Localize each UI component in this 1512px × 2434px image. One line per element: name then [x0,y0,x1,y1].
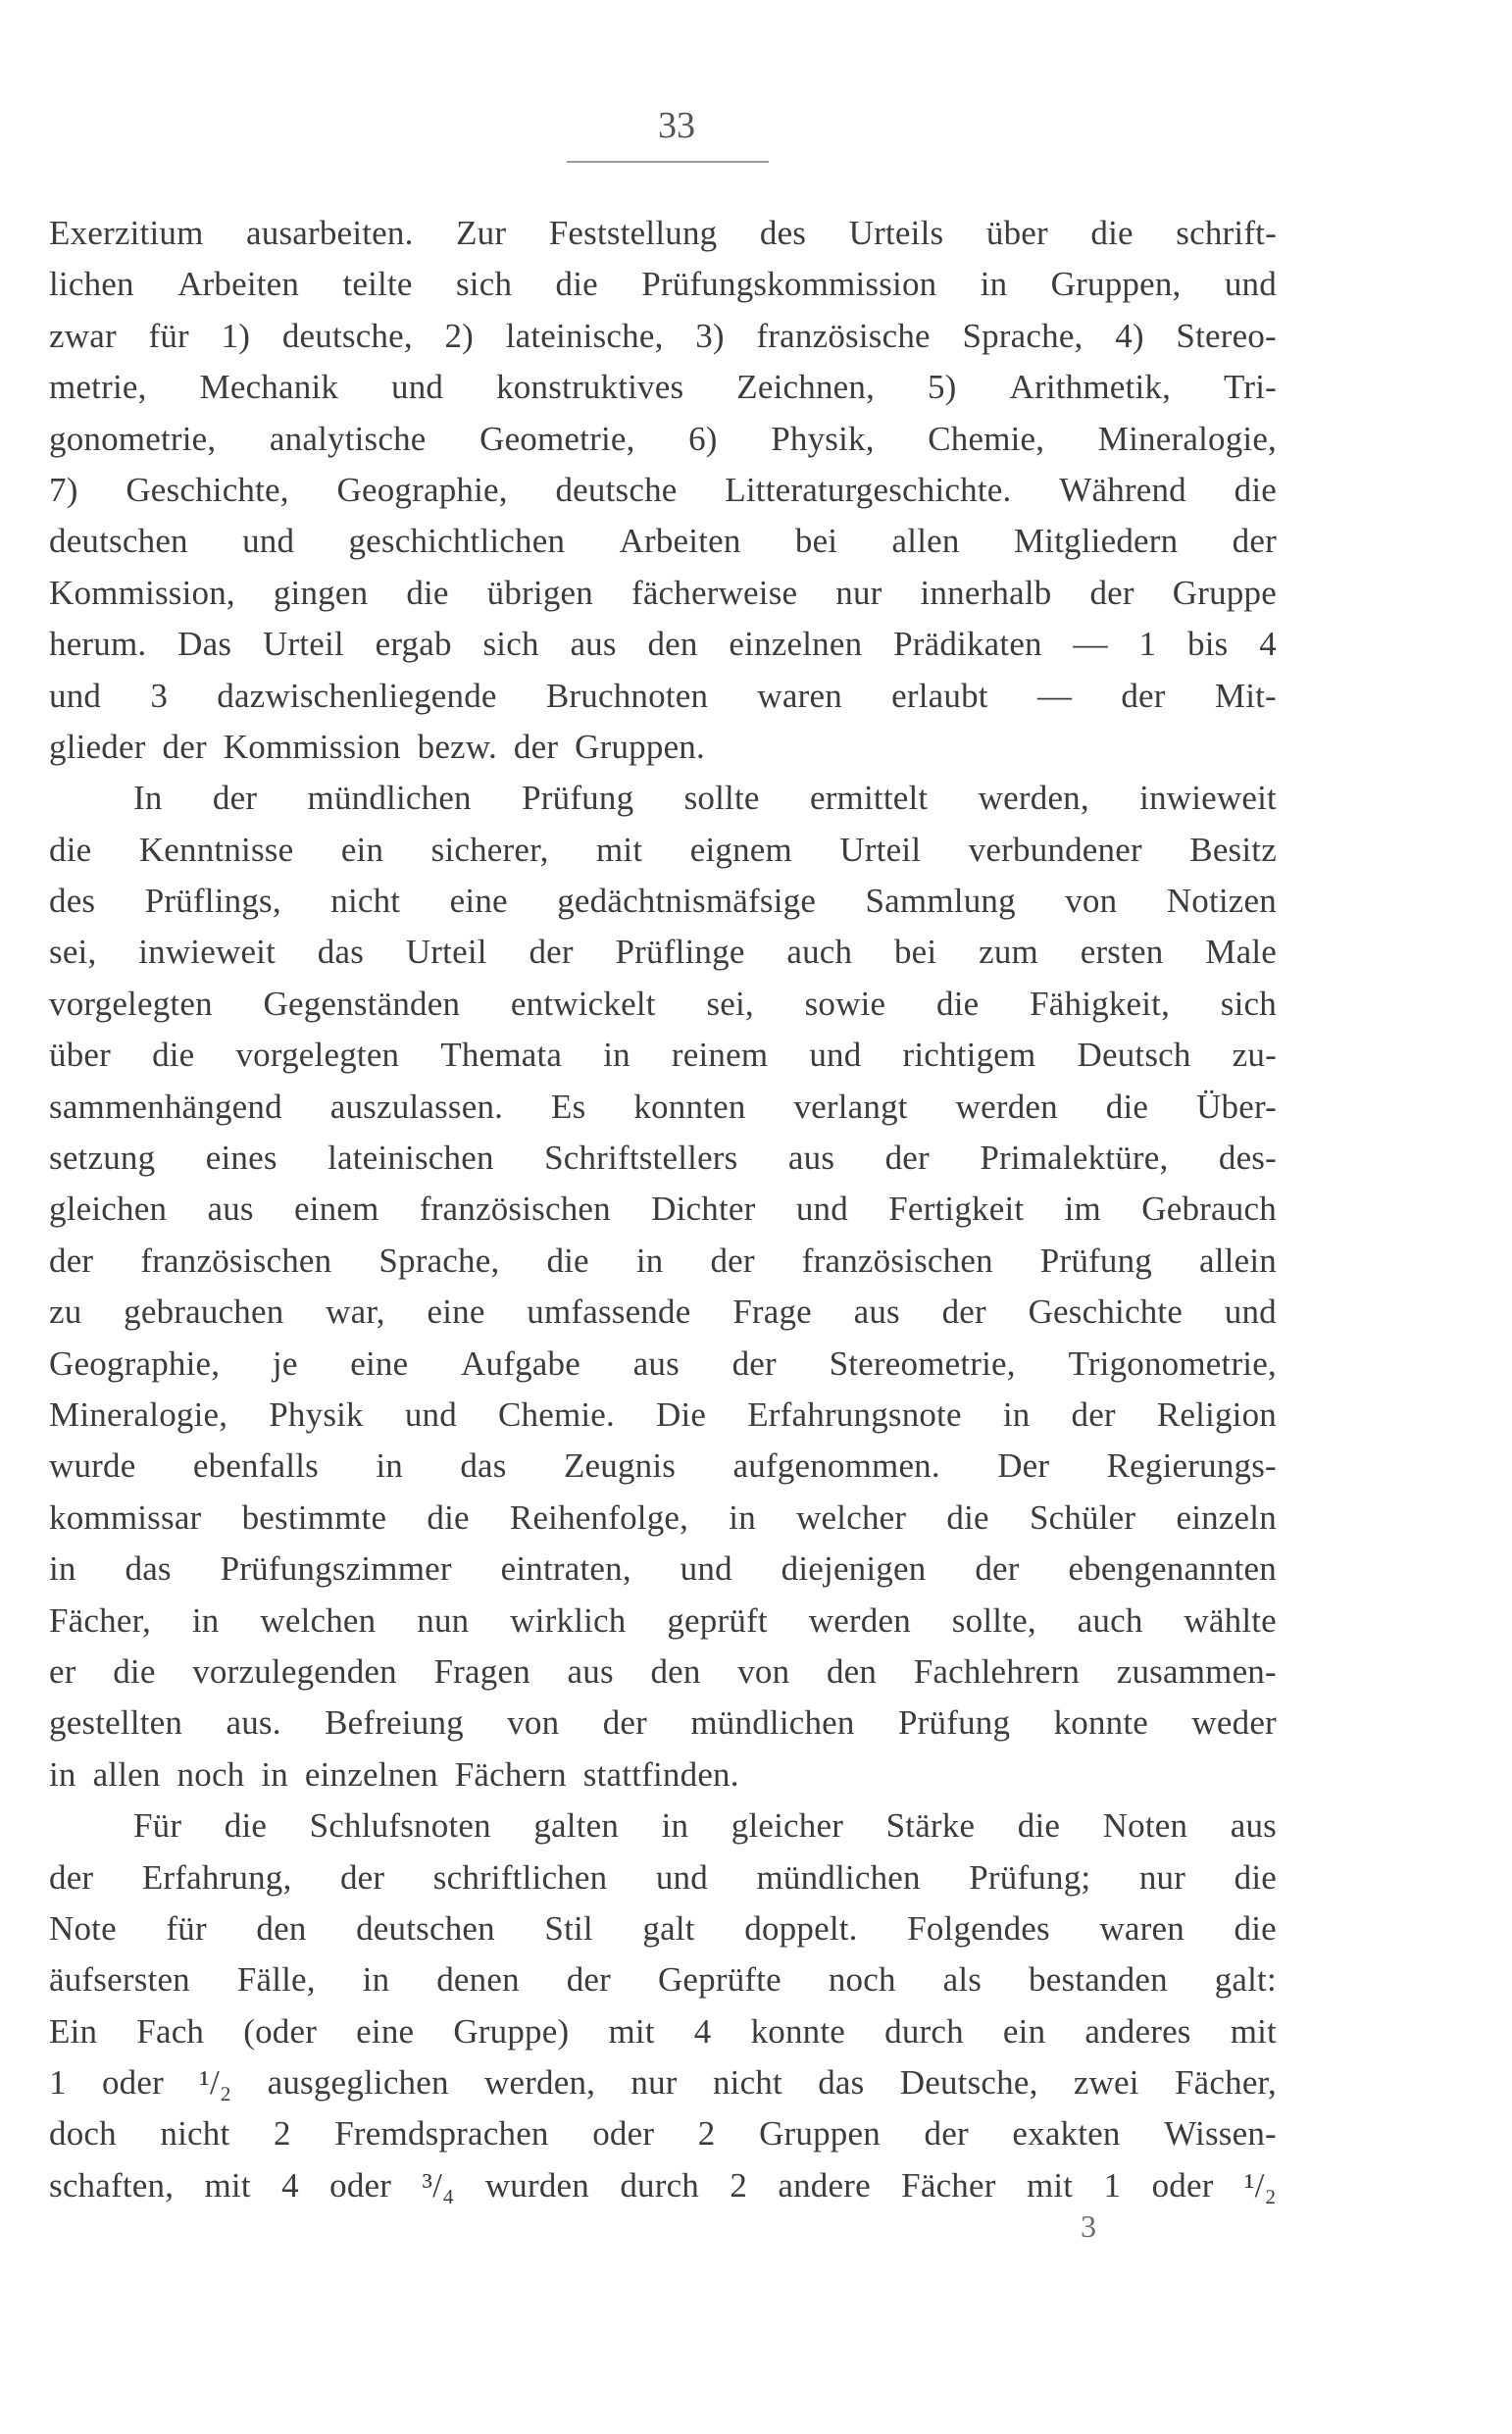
text-line: glieder der Kommission bezw. der Gruppen. [49,727,705,766]
page-number: 33 [658,105,695,146]
text-line: in allen noch in einzelnen Fächern stattfinden. [49,1754,739,1794]
text-line: gestellten aus. Befreiung von der mündlichen Prüfung konnte weder [49,1703,1277,1743]
text-line: sammenhängend auszulassen. Es konnten verlangt werden die Über- [49,1087,1277,1126]
text-line: äufsersten Fälle, in denen der Geprüfte noch als bestanden galt: [49,1960,1277,2000]
text-line: vorgelegten Gegenständen entwickelt sei, sowie die Fähigkeit, sich [49,984,1277,1023]
text-line: 7) Geschichte, Geographie, deutsche Litteraturgeschichte. Während die [49,470,1277,509]
body-text [49,208,1277,2211]
text-line: und 3 dazwischenliegende Bruchnoten waren erlaubt — der Mit- [49,676,1277,715]
text-line: des Prüflings, nicht eine gedächtnismäfsige Sammlung von Notizen [49,882,1277,921]
text-line: deutschen und geschichtlichen Arbeiten bei allen Mitgliedern der [49,522,1277,561]
text-line: zu gebrauchen war, eine umfassende Frage aus der Geschichte und [49,1293,1277,1332]
text-line: Note für den deutschen Stil galt doppelt. Folgendes waren die [49,1908,1277,1948]
text-line: Exerzitium ausarbeiten. Zur Feststellung des Urteils über die schrift- [49,214,1277,252]
text-line: lichen Arbeiten teilte sich die Prüfungskommission in Gruppen, und [49,265,1277,304]
text-line: Geographie, je eine Aufgabe aus der Stereometrie, Trigonometrie, [49,1344,1277,1383]
text-line: sei, inwieweit das Urteil der Prüflinge auch bei zum ersten Male [49,933,1277,972]
text-line: in das Prüfungszimmer eintraten, und diejenigen der ebengenannten [49,1549,1277,1589]
text-line: zwar für 1) deutsche, 2) lateinische, 3) französische Sprache, 4) Stereo- [49,316,1277,355]
text-line: gonometrie, analytische Geometrie, 6) Physik, Chemie, Mineralogie, [49,419,1277,458]
text-line: er die vorzulegenden Fragen aus den von den Fachlehrern zusammen- [49,1651,1277,1691]
text-line: gleichen aus einem französischen Dichter und Fertigkeit im Gebrauch [49,1190,1277,1229]
text-line: der Erfahrung, der schriftlichen und mündlichen Prüfung; nur die [49,1857,1277,1897]
text-line: metrie, Mechanik und konstruktives Zeichnen, 5) Arithmetik, Tri- [49,368,1277,407]
text-line: über die vorgelegten Themata in reinem und richtigem Deutsch zu- [49,1036,1277,1075]
text-line: Mineralogie, Physik und Chemie. Die Erfahrungsnote in der Religion [49,1394,1277,1434]
text-line: doch nicht 2 Fremdsprachen oder 2 Gruppen der exakten Wissen- [49,2114,1277,2154]
text-line: der französischen Sprache, die in der französischen Prüfung allein [49,1241,1277,1280]
text-line: 1 oder ¹/₂ ausgeglichen werden, nur nicht das Deutsche, zwei Fächer, [49,2063,1277,2103]
text-line: Kommission, gingen die übrigen fächerweise nur innerhalb der Gruppe [49,573,1277,612]
text-line: wurde ebenfalls in das Zeugnis aufgenommen. Der Regierungs- [49,1446,1277,1486]
text-line: schaften, mit 4 oder ³/₄ wurden durch 2 andere Fächer mit 1 oder ¹/₂ [49,2165,1277,2205]
text-line: Ein Fach (oder eine Gruppe) mit 4 konnte durch ein anderes mit [49,2011,1277,2051]
text-line: In der mündlichen Prüfung sollte ermittelt werden, inwieweit [133,779,1277,818]
text-line: die Kenntnisse ein sicherer, mit eignem Urteil verbundener Besitz [49,830,1277,869]
text-line: Fächer, in welchen nun wirklich geprüft werden sollte, auch wählte [49,1600,1277,1640]
text-line: setzung eines lateinischen Schriftstellers aus der Primalektüre, des- [49,1139,1277,1178]
text-line: kommissar bestimmte die Reihenfolge, in welcher die Schüler einzeln [49,1497,1277,1537]
text-line: herum. Das Urteil ergab sich aus den einzelnen Prädikaten — 1 bis 4 [49,625,1277,664]
header-rule [567,161,769,163]
text-line: Für die Schlufsnoten galten in gleicher Stärke die Noten aus [133,1806,1277,1846]
signature-mark: 3 [1081,2208,1096,2244]
